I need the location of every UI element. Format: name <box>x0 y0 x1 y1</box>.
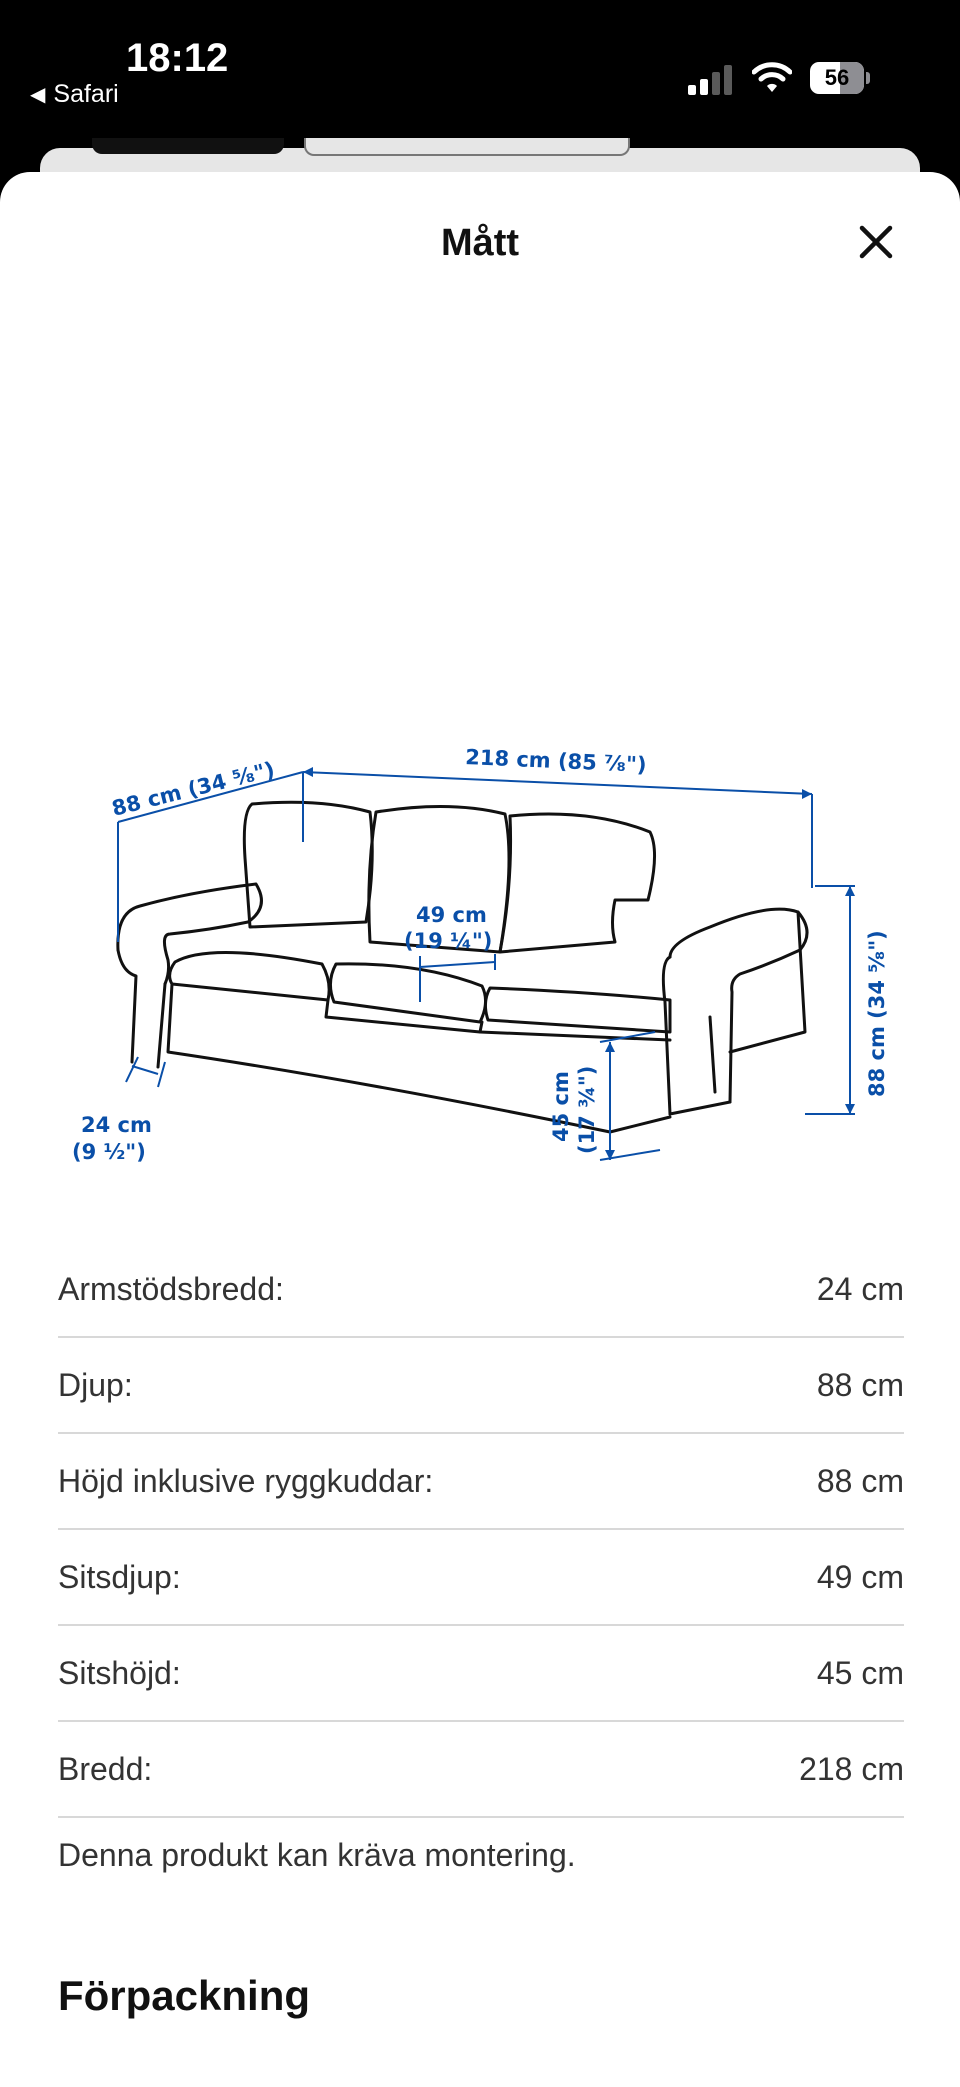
width-top-label: 218 cm (85 ⁷⁄₈") <box>464 745 648 777</box>
status-bar <box>0 0 960 150</box>
dimension-lines <box>118 772 855 1160</box>
dimension-value: 24 cm <box>816 1270 904 1307</box>
dimension-value: 45 cm <box>816 1654 904 1691</box>
dimension-value: 88 cm <box>816 1462 904 1499</box>
dimensions-sheet <box>0 172 960 2087</box>
seat-depth-in-label: (19 ¼") <box>404 929 493 953</box>
back-arrow-icon: ◀ <box>30 84 46 106</box>
seat-depth-cm-label: 49 cm <box>416 903 487 927</box>
back-app-label: Safari <box>53 80 119 108</box>
dimension-row-depth <box>58 1338 904 1434</box>
dimension-label: Djup: <box>58 1366 133 1403</box>
dimension-label: Armstödsbredd: <box>58 1270 284 1307</box>
packaging-heading[interactable]: Förpackning <box>58 1972 311 2019</box>
close-icon[interactable] <box>848 214 904 270</box>
dimension-row-height <box>58 1434 904 1530</box>
dimension-row-width <box>58 1722 904 1818</box>
status-time: 18:12 <box>126 36 229 80</box>
signal-icon <box>688 65 734 95</box>
background-button-primary <box>92 138 284 154</box>
sofa-line-art <box>118 802 807 1132</box>
height-right-label: 88 cm (34 ⁵⁄₈") <box>865 930 889 1097</box>
arm-cm-label: 24 cm <box>81 1113 152 1137</box>
assembly-note: Denna produkt kan kräva montering. <box>58 1837 576 1873</box>
arm-in-label: (9 ½") <box>72 1140 146 1164</box>
battery-level: 56 <box>824 65 850 90</box>
sheet-title: Mått <box>440 222 520 264</box>
wifi-icon <box>752 60 792 94</box>
battery-icon <box>810 62 870 94</box>
dimension-row-seat-depth <box>58 1530 904 1626</box>
seat-height-cm-label: 45 cm <box>549 1071 573 1142</box>
seat-height-in-label: (17 ¾") <box>575 1065 599 1154</box>
dimension-row-arm-width <box>58 1242 904 1338</box>
depth-top-label: 88 cm (34 ⁵⁄₈") <box>109 757 278 821</box>
dimension-value: 218 cm <box>799 1750 904 1787</box>
dimension-row-seat-height <box>58 1626 904 1722</box>
dimension-value: 88 cm <box>816 1366 904 1403</box>
dimension-label: Bredd: <box>58 1750 153 1787</box>
dimension-label: Höjd inklusive ryggkuddar: <box>58 1462 434 1499</box>
dimension-label: Sitsdjup: <box>58 1558 181 1595</box>
dimension-value: 49 cm <box>816 1558 904 1595</box>
background-button-secondary <box>304 138 630 156</box>
dimensions-list <box>58 1242 904 1818</box>
dimension-label: Sitshöjd: <box>58 1654 181 1691</box>
back-to-safari[interactable] <box>30 80 119 109</box>
sofa-dimension-drawing <box>70 562 900 1202</box>
